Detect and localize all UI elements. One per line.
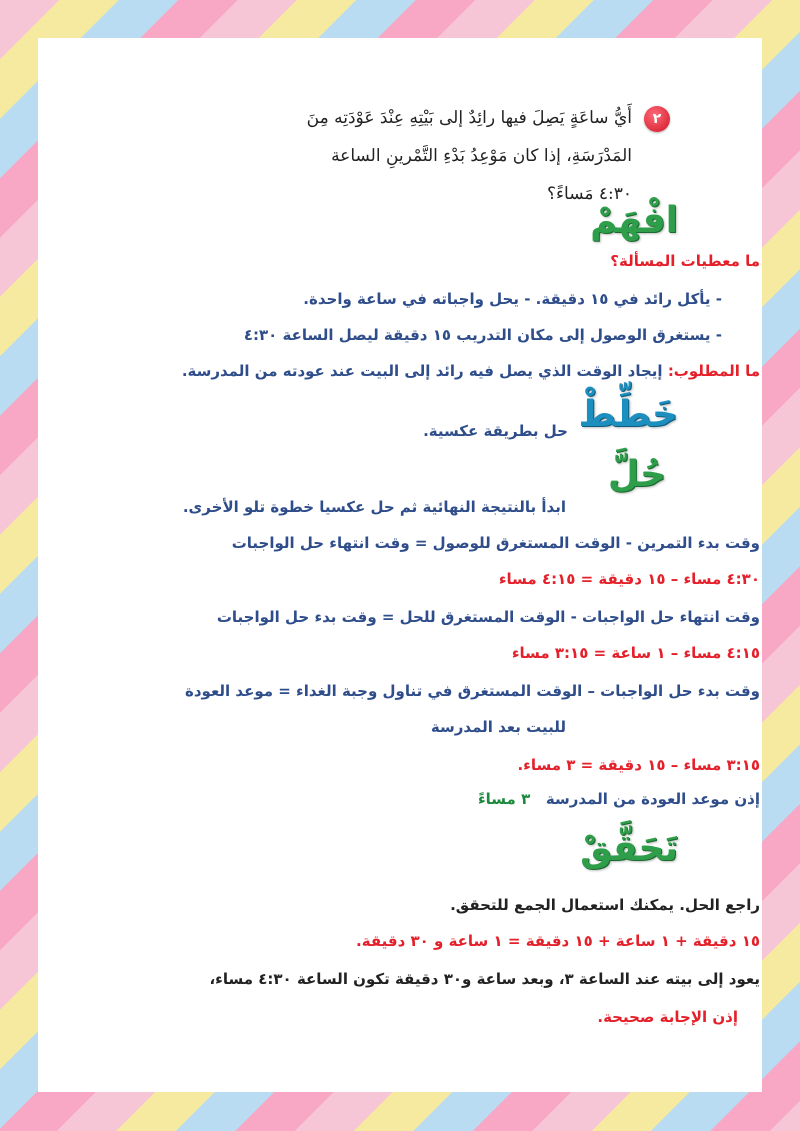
check-text-2: يعود إلى بيته عند الساعة ٣، وبعد ساعة و٣٠ دقيقة تكون الساعة ٤:٣٠ مساء،	[209, 970, 760, 988]
given-item-2: - يستغرق الوصول إلى مكان التدريب ١٥ دقيقة ليصل الساعة ٤:٣٠	[243, 326, 722, 344]
solve-intro: ابدأ بالنتيجة النهائية ثم حل عكسيا خطوة تلو الأخرى.	[182, 498, 566, 516]
given-item-1: - يأكل رائد في ١٥ دقيقة. - يحل واجباته في ساعة واحدة.	[303, 290, 722, 308]
required-line	[38, 362, 760, 380]
check-calc: ١٥ دقيقة + ١ ساعة + ١٥ دقيقة = ١ ساعة و ٣٠ دقيقة.	[356, 932, 760, 950]
solve-calc-1: ٤:٣٠ مساء – ١٥ دقيقة = ٤:١٥ مساء	[498, 570, 760, 588]
answer-value: ٣ مساءً	[477, 790, 531, 808]
givens-label: ما معطيات المسألة؟	[610, 252, 760, 270]
answer-label: إذن موعد العودة من المدرسة	[545, 790, 760, 808]
question-line-3: ٤:٣٠ مَساءً؟	[547, 184, 632, 204]
plan-text: حل بطريقة عكسية.	[423, 422, 568, 440]
solve-heading: حُلَّ	[607, 454, 666, 495]
question-line-1: أَيُّ ساعَةٍ يَصِلَ فيها رائِدٌ إلى بَيْتِهِ عِنْدَ عَوْدَتِه مِنَ	[306, 108, 632, 128]
check-conclusion: إذن الإجابة صحيحة.	[597, 1008, 738, 1026]
page-sheet	[38, 38, 762, 1092]
solve-step-3b: للبيت بعد المدرسة	[430, 718, 566, 736]
required-text: إيجاد الوقت الذي يصل فيه رائد إلى البيت عند عودته من المدرسة.	[181, 362, 663, 380]
check-heading: تَحَقَّقْ	[580, 828, 678, 869]
solve-step-3a: وقت بدء حل الواجبات – الوقت المستغرق في تناول وجبة الغداء = موعد العودة	[184, 682, 760, 700]
question-line-2: المَدْرَسَةِ، إذا كان مَوْعِدُ بَدْءِ التَّمْرينِ الساعة	[331, 146, 632, 166]
check-text-1: راجع الحل. يمكنك استعمال الجمع للتحقق.	[450, 896, 760, 914]
solve-step-1: وقت بدء التمرين - الوقت المستغرق للوصول = وقت انتهاء حل الواجبات	[231, 534, 760, 552]
required-label: ما المطلوب:	[667, 362, 760, 380]
solve-step-2: وقت انتهاء حل الواجبات - الوقت المستغرق للحل = وقت بدء حل الواجبات	[216, 608, 760, 626]
solve-calc-2: ٤:١٥ مساء – ١ ساعة = ٣:١٥ مساء	[511, 644, 760, 662]
plan-heading: خَطِّطْ	[578, 394, 678, 435]
solve-answer	[38, 790, 760, 808]
solve-calc-3: ٣:١٥ مساء – ١٥ دقيقة = ٣ مساء.	[517, 756, 760, 774]
question-number-badge: ٢	[644, 106, 670, 132]
understand-heading: افْهَمْ	[590, 200, 678, 241]
